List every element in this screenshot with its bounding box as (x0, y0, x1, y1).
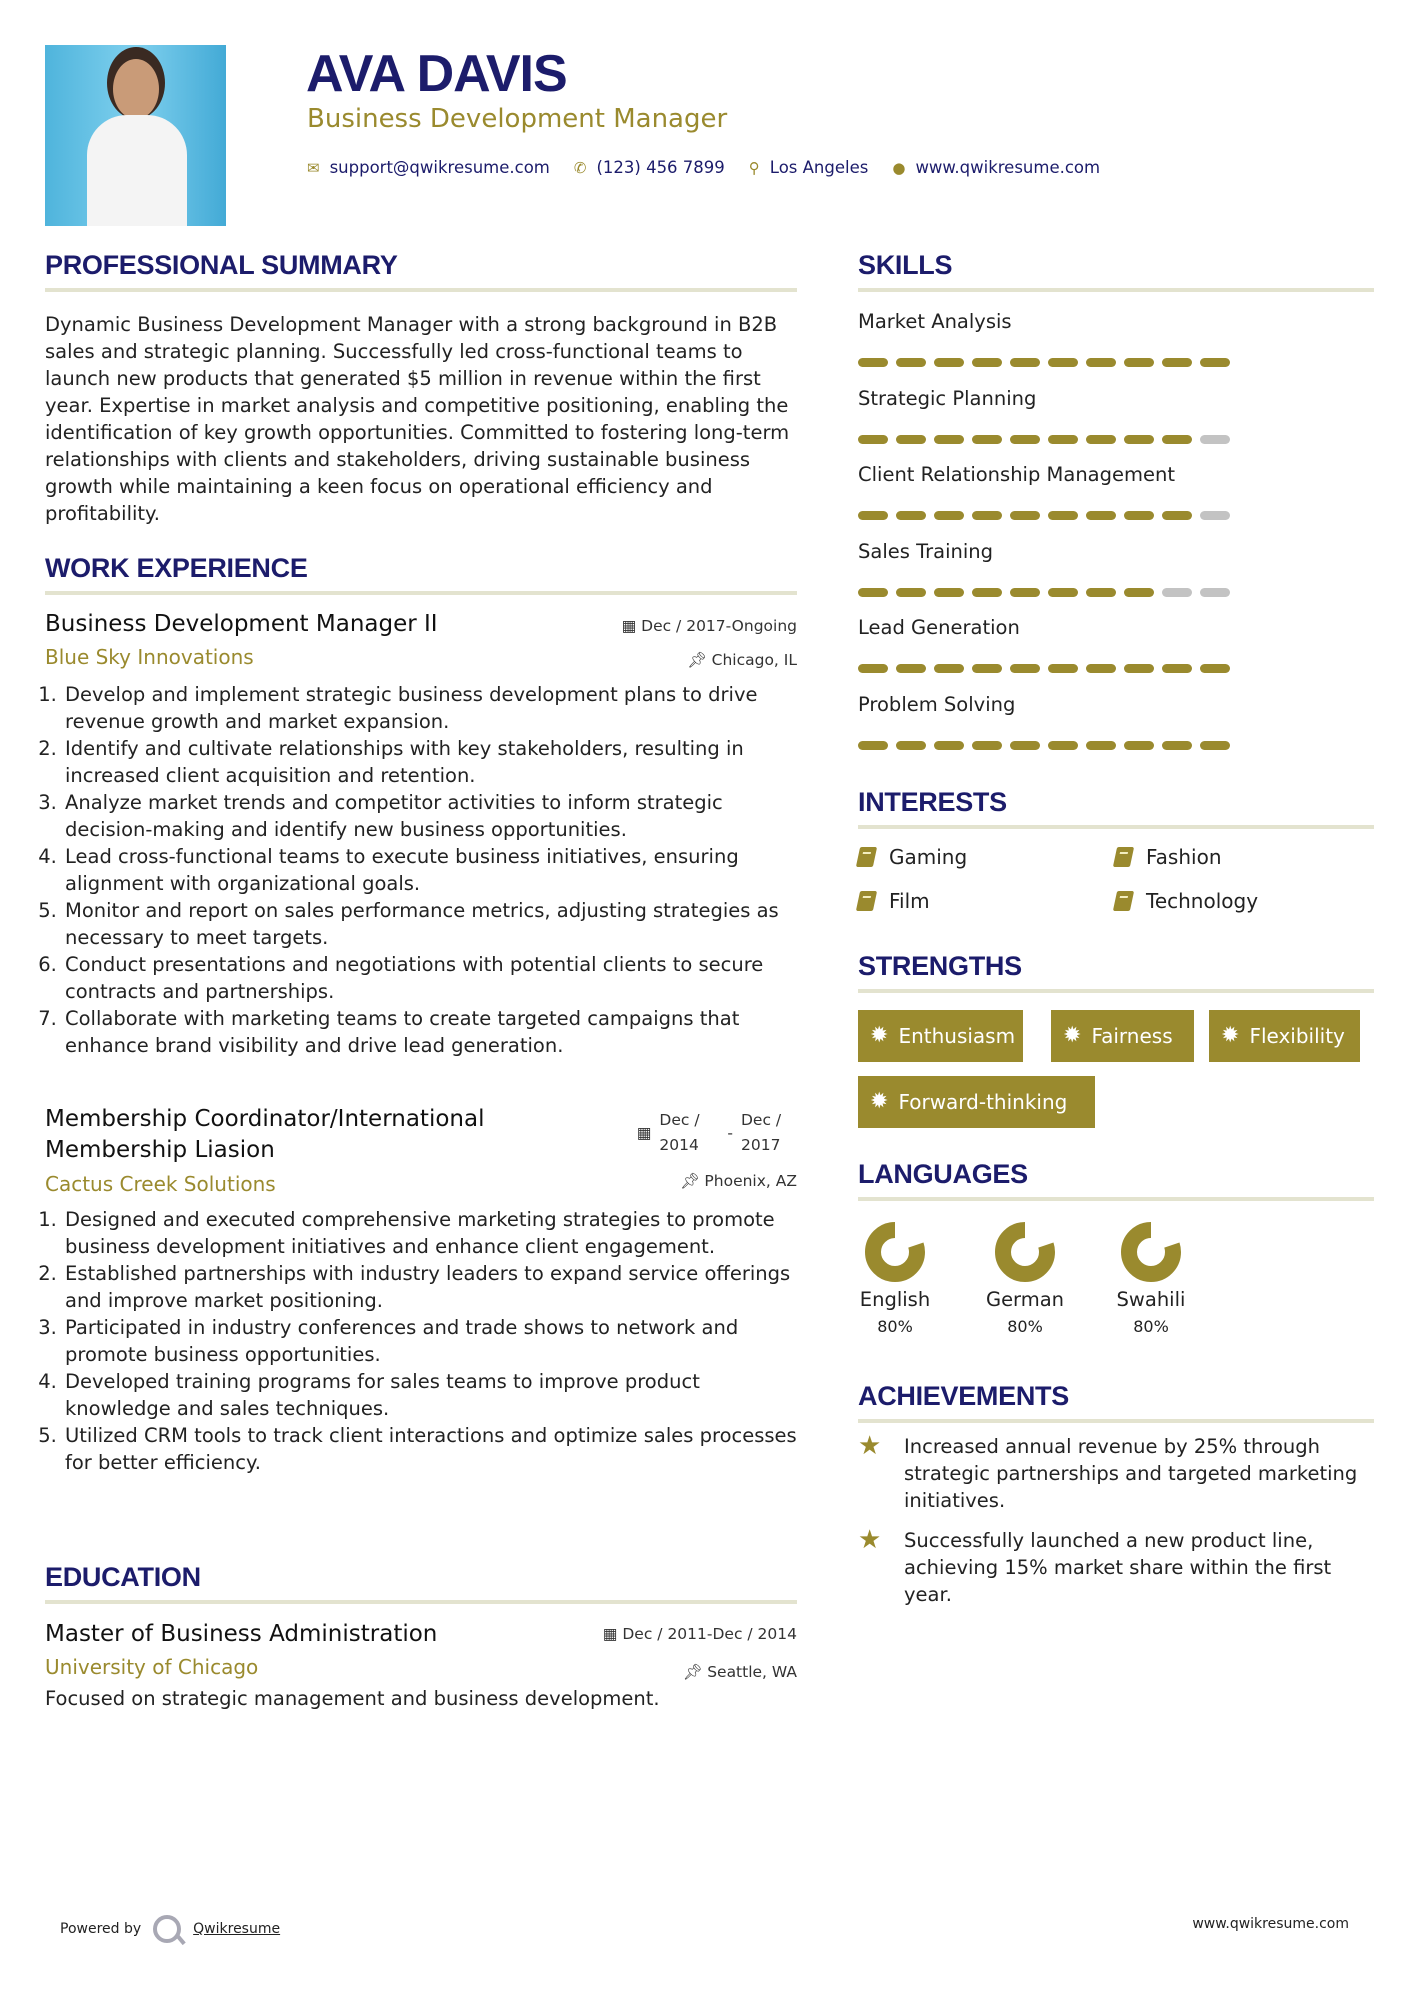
section-heading-strengths: STRENGTHS (858, 951, 1022, 981)
skill-dash-filled (1086, 358, 1116, 367)
section-heading-achievements: ACHIEVEMENTS (858, 1381, 1069, 1411)
skill-dash-filled (858, 741, 888, 750)
job-title: Membership Coordinator/International Membership Liasion (45, 1106, 485, 1163)
bullet: 2. Identify and cultivate relationships with key stakeholders, resulting in increased client acquisition and retention. (63, 735, 797, 789)
book-icon (856, 847, 877, 867)
skill-dash-filled (1200, 741, 1230, 750)
bullet: 4. Lead cross-functional teams to execute business initiatives, ensuring alignment with organizational goals. (63, 843, 797, 897)
company-name: Blue Sky Innovations (45, 645, 254, 669)
skill-dash-filled (1124, 435, 1154, 444)
achievement-text: Increased annual revenue by 25% through strategic partnerships and targeted marketing initiatives. (904, 1435, 1358, 1512)
skill-dash-filled (1162, 358, 1192, 367)
skill-dash-filled (1124, 358, 1154, 367)
skill-dash-filled (1124, 511, 1154, 520)
job-date (637, 1108, 797, 1158)
language-name: Swahili (1116, 1288, 1186, 1311)
skill-dash-empty (1200, 511, 1230, 520)
skill-dash-filled (1124, 741, 1154, 750)
skill-dash-filled (896, 358, 926, 367)
skill-dash-filled (858, 588, 888, 597)
skill-dash-filled (896, 664, 926, 673)
bullet: 5. Utilized CRM tools to track client interactions and optimize sales processes for better efficiency. (63, 1422, 797, 1476)
skill-dash-filled (1010, 741, 1040, 750)
job-date (622, 617, 797, 635)
bullet: 4. Developed training programs for sales teams to improve product knowledge and sales techniques. (63, 1368, 797, 1422)
divider (45, 591, 797, 595)
skill-dash-filled (1048, 588, 1078, 597)
bullet: 1. Develop and implement strategic business development plans to drive revenue growth and market expansion. (63, 681, 797, 735)
email-link[interactable]: support@qwikresume.com (329, 158, 550, 177)
skill-dash-filled (1010, 435, 1040, 444)
bullet: 2. Established partnerships with industry leaders to expand service offerings and improve market positioning. (63, 1260, 797, 1314)
skill-dash-filled (1086, 664, 1116, 673)
job-location-text: Chicago, IL (711, 651, 797, 669)
skill-dash-filled (972, 741, 1002, 750)
language-percent: 80% (1007, 1317, 1043, 1336)
education-date-text: Dec / 2011-Dec / 2014 (622, 1625, 797, 1643)
book-icon (856, 891, 877, 911)
divider (858, 825, 1374, 829)
language-ring (863, 1220, 927, 1284)
skill-dash-filled (858, 435, 888, 444)
skill-dash-filled (1048, 511, 1078, 520)
job-date-text: Dec / 2017-Ongoing (641, 617, 797, 635)
job-bullets (45, 1206, 797, 1476)
skill-dash-filled (972, 435, 1002, 444)
skill-dash-filled (934, 664, 964, 673)
skill-level-bar (858, 511, 1230, 520)
profile-photo (45, 45, 226, 226)
achievements-list (858, 1433, 1374, 1633)
bullet: 1. Designed and executed comprehensive marketing strategies to promote business development initiatives and enhance client engagement. (63, 1206, 797, 1260)
skill-name: Sales Training (858, 539, 994, 563)
shooting-star-icon: ★ (858, 1431, 882, 1461)
strength-tag (858, 1076, 1095, 1128)
skill-dash-filled (1124, 588, 1154, 597)
strength-label: Flexibility (1249, 1024, 1345, 1048)
strength-tag (1209, 1010, 1360, 1062)
job-bullets (45, 681, 797, 1059)
education-description: Focused on strategic management and business development. (45, 1687, 660, 1710)
degree: Master of Business Administration (45, 1621, 438, 1647)
education-date (603, 1625, 797, 1643)
globe-icon: ● (892, 158, 906, 177)
skill-name: Lead Generation (858, 616, 1020, 639)
skill-dash-filled (858, 664, 888, 673)
job-title: Business Development Manager II (45, 611, 438, 637)
skill-dash-filled (1162, 511, 1192, 520)
divider (858, 989, 1374, 993)
job-location (680, 1172, 797, 1190)
interest-item (858, 845, 967, 869)
skill-dash-empty (1162, 588, 1192, 597)
skill-dash-filled (1048, 358, 1078, 367)
pushpin-icon: 📌︎ (687, 651, 712, 669)
pushpin-icon: 📌︎ (682, 1663, 708, 1681)
language-name: German (985, 1288, 1065, 1311)
badge-icon: ✹ (870, 1023, 889, 1048)
interest-item (1115, 845, 1222, 869)
skill-dash-filled (934, 358, 964, 367)
skill-dash-filled (896, 435, 926, 444)
language-ring (993, 1220, 1057, 1284)
strength-label: Enthusiasm (898, 1024, 1016, 1048)
job-location (687, 651, 797, 669)
interests-list (858, 845, 1374, 935)
interest-item (858, 889, 930, 913)
bullet: 6. Conduct presentations and negotiations with potential clients to secure contracts and partnerships. (63, 951, 797, 1005)
interest-label: Film (889, 889, 930, 913)
website-link[interactable]: www.qwikresume.com (915, 158, 1101, 177)
skill-dash-empty (1200, 435, 1230, 444)
badge-icon: ✹ (870, 1089, 889, 1114)
bullet: 3. Participated in industry conferences and trade shows to network and promote business opportunities. (63, 1314, 797, 1368)
language-arc (1003, 1230, 1047, 1274)
candidate-title: Business Development Manager (307, 104, 728, 134)
skill-name: Strategic Planning (858, 386, 1037, 410)
skill-dash-filled (1086, 511, 1116, 520)
skill-dash-filled (934, 435, 964, 444)
job-date-end: Dec / 2017 (741, 1111, 782, 1154)
book-icon (1113, 847, 1134, 867)
skill-dash-filled (1048, 664, 1078, 673)
section-heading-languages: LANGUAGES (858, 1159, 1028, 1189)
skill-dash-filled (1086, 588, 1116, 597)
skill-dash-filled (1010, 664, 1040, 673)
strength-tag (858, 1010, 1023, 1062)
skill-dash-filled (972, 588, 1002, 597)
skill-dash-filled (1010, 588, 1040, 597)
job-entry (45, 611, 797, 1059)
badge-icon: ✹ (1063, 1023, 1082, 1048)
section-heading-experience: WORK EXPERIENCE (45, 553, 308, 583)
strength-tag (1051, 1010, 1194, 1062)
badge-icon: ✹ (1221, 1023, 1240, 1048)
divider (858, 288, 1374, 292)
skill-dash-filled (858, 358, 888, 367)
section-heading-education: EDUCATION (45, 1562, 201, 1592)
section-heading-summary: PROFESSIONAL SUMMARY (45, 250, 398, 280)
skill-dash-filled (934, 741, 964, 750)
divider (45, 1600, 797, 1604)
job-date-separator: - (727, 1123, 733, 1142)
language-name: English (859, 1288, 931, 1311)
skill-dash-filled (858, 511, 888, 520)
footer-powered-by (60, 1915, 280, 1943)
language-item (1106, 1220, 1196, 1336)
skill-dash-filled (972, 511, 1002, 520)
strength-label: Fairness (1091, 1024, 1173, 1048)
divider (45, 288, 797, 292)
interest-label: Fashion (1146, 845, 1222, 869)
languages-list (858, 1220, 1374, 1350)
phone-icon: ✆ (573, 158, 587, 177)
achievement-text: Successfully launched a new product line, achieving 15% market share within the first year. (904, 1529, 1332, 1606)
location-pin-icon: ⚲ (748, 158, 760, 177)
skill-dash-filled (1124, 664, 1154, 673)
company-name: Cactus Creek Solutions (45, 1172, 276, 1196)
language-item (980, 1220, 1070, 1336)
interest-label: Technology (1146, 889, 1259, 913)
bullet: 5. Monitor and report on sales performance metrics, adjusting strategies as necessary to meet targets. (63, 897, 797, 951)
language-percent: 80% (1133, 1317, 1169, 1336)
skill-name: Market Analysis (858, 310, 1012, 333)
job-location-text: Phoenix, AZ (704, 1172, 797, 1190)
job-date-start: Dec / 2014 (659, 1111, 700, 1154)
skill-dash-filled (1162, 435, 1192, 444)
bullet: 3. Analyze market trends and competitor activities to inform strategic decision-making and identify new business opportunities. (63, 789, 797, 843)
candidate-name: AVA DAVIS (306, 45, 567, 103)
book-icon (1113, 891, 1134, 911)
email-icon: ✉ (307, 158, 320, 177)
skill-level-bar (858, 435, 1230, 444)
education-location-text: Seattle, WA (707, 1663, 797, 1681)
powered-by-label: Powered by (60, 1921, 142, 1937)
interest-item (1115, 889, 1258, 913)
skill-level-bar (858, 741, 1230, 750)
skill-dash-filled (934, 588, 964, 597)
skill-dash-filled (896, 511, 926, 520)
calendar-icon: ▦ (636, 1123, 652, 1142)
skill-dash-filled (972, 664, 1002, 673)
skill-dash-filled (1086, 741, 1116, 750)
skill-dash-filled (1010, 358, 1040, 367)
skill-name: Client Relationship Management (858, 463, 1176, 486)
summary-text: Dynamic Business Development Manager with a strong background in B2B sales and strategic planning. Successfully led cross-functional teams to launch new products that generated $5 million in revenue within the first year. Expertise in market analysis and competitive positioning, enabling the identification of key growth opportunities. Committed to fostering long-term relationships with clients and stakeholders, driving sustainable business growth while maintaining a keen focus on operational efficiency and profitability. (45, 313, 790, 525)
school-name: University of Chicago (45, 1655, 259, 1679)
bullet: 7. Collaborate with marketing teams to create targeted campaigns that enhance brand visibility and drive lead generation. (63, 1005, 797, 1059)
achievement-item (858, 1433, 1374, 1514)
language-ring (1119, 1220, 1183, 1284)
phone-text: (123) 456 7899 (596, 158, 725, 177)
pushpin-icon: 📌︎ (679, 1172, 705, 1190)
location-text: Los Angeles (769, 158, 869, 177)
calendar-icon: ▦ (602, 1625, 623, 1643)
contact-bar (307, 158, 1114, 177)
calendar-icon: ▦ (621, 617, 642, 635)
section-heading-interests: INTERESTS (858, 787, 1007, 817)
job-entry (45, 1104, 797, 1476)
skill-dash-filled (1200, 358, 1230, 367)
language-percent: 80% (877, 1317, 913, 1336)
strengths-list (858, 1010, 1374, 1130)
language-arc (1129, 1230, 1173, 1274)
skill-level-bar (858, 588, 1230, 597)
skill-dash-filled (1048, 435, 1078, 444)
skill-dash-filled (896, 588, 926, 597)
language-arc (873, 1230, 917, 1274)
skill-name: Problem Solving (858, 692, 1016, 716)
skill-dash-filled (1162, 664, 1192, 673)
skill-dash-filled (1010, 511, 1040, 520)
skill-dash-filled (1200, 664, 1230, 673)
strength-label: Forward-thinking (898, 1090, 1068, 1114)
divider (858, 1419, 1374, 1423)
skill-dash-filled (1048, 741, 1078, 750)
footer-website[interactable]: www.qwikresume.com (1192, 1916, 1349, 1932)
skill-level-bar (858, 358, 1230, 367)
skill-dash-filled (1162, 741, 1192, 750)
skill-dash-empty (1200, 588, 1230, 597)
brand-link[interactable]: Qwikresume (193, 1921, 281, 1937)
skill-dash-filled (934, 511, 964, 520)
education-entry (45, 1621, 797, 1712)
language-item (850, 1220, 940, 1336)
achievement-item (858, 1527, 1374, 1608)
skill-level-bar (858, 664, 1230, 673)
skill-dash-filled (1086, 435, 1116, 444)
skills-list (858, 310, 1374, 770)
skill-dash-filled (972, 358, 1002, 367)
divider (858, 1197, 1374, 1201)
education-location (683, 1663, 797, 1681)
qwikresume-logo-icon (153, 1915, 181, 1943)
section-heading-skills: SKILLS (858, 250, 953, 280)
skill-dash-filled (896, 741, 926, 750)
shooting-star-icon: ★ (858, 1525, 882, 1555)
interest-label: Gaming (889, 845, 968, 869)
